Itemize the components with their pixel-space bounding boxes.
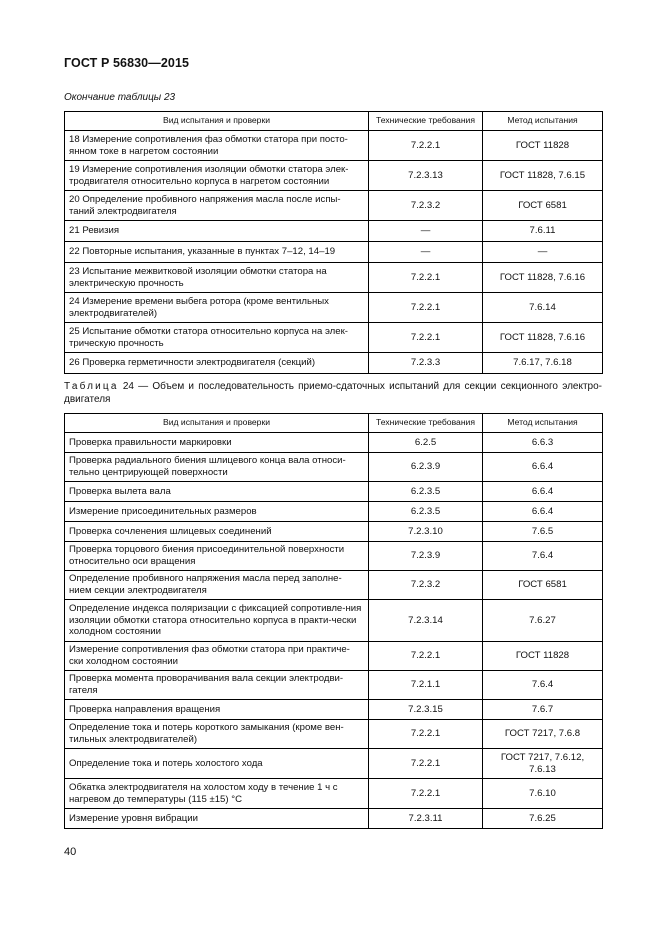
requirements-cell: 7.2.1.1 bbox=[369, 671, 483, 700]
test-name-cell: Определение пробивного напряжения масла перед заполне-нием секции электродвигателя bbox=[65, 571, 369, 600]
table-24-caption bbox=[64, 381, 602, 406]
table-row bbox=[65, 642, 603, 671]
requirements-cell: 6.2.3.5 bbox=[369, 482, 483, 502]
requirements-cell: 7.2.2.1 bbox=[369, 720, 483, 749]
method-cell: 7.6.25 bbox=[483, 809, 603, 829]
table-row bbox=[65, 809, 603, 829]
test-name-cell: Измерение уровня вибрации bbox=[65, 809, 369, 829]
table-row bbox=[65, 671, 603, 700]
method-cell: 7.6.10 bbox=[483, 779, 603, 809]
method-cell: 6.6.4 bbox=[483, 482, 603, 502]
table-header-row bbox=[65, 414, 603, 433]
requirements-cell: 7.2.2.1 bbox=[369, 642, 483, 671]
test-name-cell: Определение тока и потерь короткого замыкания (кроме вен-тильных электродвигателей) bbox=[65, 720, 369, 749]
requirements-cell: 7.2.3.11 bbox=[369, 809, 483, 829]
method-cell: 7.6.5 bbox=[483, 522, 603, 542]
table-row bbox=[65, 542, 603, 571]
table-row bbox=[65, 191, 603, 221]
test-name-cell: Измерение присоединительных размеров bbox=[65, 502, 369, 522]
table-row bbox=[65, 131, 603, 161]
requirements-cell: 7.2.3.13 bbox=[369, 161, 483, 191]
table-row bbox=[65, 502, 603, 522]
table-row bbox=[65, 433, 603, 453]
requirements-cell: 7.2.3.3 bbox=[369, 353, 483, 374]
test-name-cell: Измерение сопротивления фаз обмотки статора при практиче-ски холодном состоянии bbox=[65, 642, 369, 671]
table-row bbox=[65, 161, 603, 191]
test-name-cell: Проверка торцового биения присоединительной поверхности относительно оси вращения bbox=[65, 542, 369, 571]
table-24-caption-text: 24 — Объем и последовательность приемо-сдаточных испытаний для секции секционного электро-двигателя bbox=[64, 381, 603, 405]
requirements-cell: 7.2.3.14 bbox=[369, 600, 483, 642]
table-row bbox=[65, 779, 603, 809]
requirements-cell: 7.2.3.15 bbox=[369, 700, 483, 720]
column-header-method: Метод испытания bbox=[483, 414, 603, 433]
test-name-cell: Проверка радиального биения шлицевого конца вала относи-тельно центрирующей поверхности bbox=[65, 453, 369, 482]
method-cell: 6.6.4 bbox=[483, 502, 603, 522]
method-cell: ГОСТ 11828, 7.6.15 bbox=[483, 161, 603, 191]
method-cell: 6.6.3 bbox=[483, 433, 603, 453]
requirements-cell: 6.2.5 bbox=[369, 433, 483, 453]
requirements-cell: 7.2.2.1 bbox=[369, 779, 483, 809]
column-header-test: Вид испытания и проверки bbox=[65, 112, 369, 131]
test-name-cell: 20 Определение пробивного напряжения масла после испы-таний электродвигателя bbox=[65, 191, 369, 221]
table-row bbox=[65, 453, 603, 482]
test-name-cell: Обкатка электродвигателя на холостом ходу в течение 1 ч с нагревом до температуры (115 ±15) °С bbox=[65, 779, 369, 809]
table-row bbox=[65, 293, 603, 323]
method-cell: ГОСТ 11828 bbox=[483, 131, 603, 161]
table-row bbox=[65, 221, 603, 242]
test-name-cell: Проверка правильности маркировки bbox=[65, 433, 369, 453]
method-cell: 6.6.4 bbox=[483, 453, 603, 482]
table-row bbox=[65, 482, 603, 502]
table-row bbox=[65, 522, 603, 542]
test-name-cell: 24 Измерение времени выбега ротора (кроме вентильных электродвигателей) bbox=[65, 293, 369, 323]
method-cell: 7.6.14 bbox=[483, 293, 603, 323]
table-row bbox=[65, 353, 603, 374]
test-name-cell: Проверка направления вращения bbox=[65, 700, 369, 720]
test-name-cell: 25 Испытание обмотки статора относительно корпуса на элек-трическую прочность bbox=[65, 323, 369, 353]
table-row bbox=[65, 600, 603, 642]
requirements-cell: 7.2.3.2 bbox=[369, 571, 483, 600]
method-cell: 7.6.17, 7.6.18 bbox=[483, 353, 603, 374]
method-cell: 7.6.4 bbox=[483, 542, 603, 571]
table-23 bbox=[64, 111, 603, 374]
method-cell: — bbox=[483, 242, 603, 263]
standard-header: ГОСТ Р 56830—2015 bbox=[64, 56, 190, 70]
requirements-cell: 7.2.2.1 bbox=[369, 131, 483, 161]
table-24-caption-label: Таблица bbox=[64, 381, 119, 392]
test-name-cell: 26 Проверка герметичности электродвигателя (секций) bbox=[65, 353, 369, 374]
method-cell: ГОСТ 11828, 7.6.16 bbox=[483, 323, 603, 353]
table-23-caption: Окончание таблицы 23 bbox=[64, 92, 176, 103]
table-row bbox=[65, 263, 603, 293]
test-name-cell: Проверка сочленения шлицевых соединений bbox=[65, 522, 369, 542]
requirements-cell: 6.2.3.9 bbox=[369, 453, 483, 482]
test-name-cell: 22 Повторные испытания, указанные в пунктах 7–12, 14–19 bbox=[65, 242, 369, 263]
table-24 bbox=[64, 413, 603, 829]
table-row bbox=[65, 571, 603, 600]
test-name-cell: Проверка вылета вала bbox=[65, 482, 369, 502]
test-name-cell: Определение тока и потерь холостого хода bbox=[65, 749, 369, 779]
requirements-cell: — bbox=[369, 242, 483, 263]
requirements-cell: 7.2.3.10 bbox=[369, 522, 483, 542]
requirements-cell: 6.2.3.5 bbox=[369, 502, 483, 522]
requirements-cell: 7.2.2.1 bbox=[369, 749, 483, 779]
test-name-cell: Определение индекса поляризации с фиксацией сопротивле-ния изоляции обмотки статора относительно корпуса в практи-чески холодном состоянии bbox=[65, 600, 369, 642]
method-cell: 7.6.27 bbox=[483, 600, 603, 642]
page-number: 40 bbox=[64, 846, 77, 858]
column-header-test: Вид испытания и проверки bbox=[65, 414, 369, 433]
table-row bbox=[65, 242, 603, 263]
column-header-requirements: Технические требования bbox=[369, 112, 483, 131]
method-cell: 7.6.11 bbox=[483, 221, 603, 242]
test-name-cell: Проверка момента проворачивания вала секции электродви-гателя bbox=[65, 671, 369, 700]
test-name-cell: 21 Ревизия bbox=[65, 221, 369, 242]
column-header-requirements: Технические требования bbox=[369, 414, 483, 433]
method-cell: ГОСТ 6581 bbox=[483, 571, 603, 600]
method-cell: ГОСТ 7217, 7.6.8 bbox=[483, 720, 603, 749]
requirements-cell: 7.2.2.1 bbox=[369, 323, 483, 353]
requirements-cell: 7.2.3.2 bbox=[369, 191, 483, 221]
method-cell: ГОСТ 11828 bbox=[483, 642, 603, 671]
table-row bbox=[65, 700, 603, 720]
test-name-cell: 23 Испытание межвитковой изоляции обмотки статора на электрическую прочность bbox=[65, 263, 369, 293]
test-name-cell: 19 Измерение сопротивления изоляции обмотки статора элек-тродвигателя относительно корпуса в нагретом состоянии bbox=[65, 161, 369, 191]
method-cell: ГОСТ 7217, 7.6.12, 7.6.13 bbox=[483, 749, 603, 779]
method-cell: 7.6.7 bbox=[483, 700, 603, 720]
table-header-row bbox=[65, 112, 603, 131]
method-cell: ГОСТ 11828, 7.6.16 bbox=[483, 263, 603, 293]
method-cell: ГОСТ 6581 bbox=[483, 191, 603, 221]
requirements-cell: — bbox=[369, 221, 483, 242]
method-cell: 7.6.4 bbox=[483, 671, 603, 700]
table-row bbox=[65, 323, 603, 353]
requirements-cell: 7.2.2.1 bbox=[369, 293, 483, 323]
column-header-method: Метод испытания bbox=[483, 112, 603, 131]
test-name-cell: 18 Измерение сопротивления фаз обмотки статора при посто-янном токе в нагретом состоянии bbox=[65, 131, 369, 161]
requirements-cell: 7.2.3.9 bbox=[369, 542, 483, 571]
table-row bbox=[65, 720, 603, 749]
requirements-cell: 7.2.2.1 bbox=[369, 263, 483, 293]
table-row bbox=[65, 749, 603, 779]
